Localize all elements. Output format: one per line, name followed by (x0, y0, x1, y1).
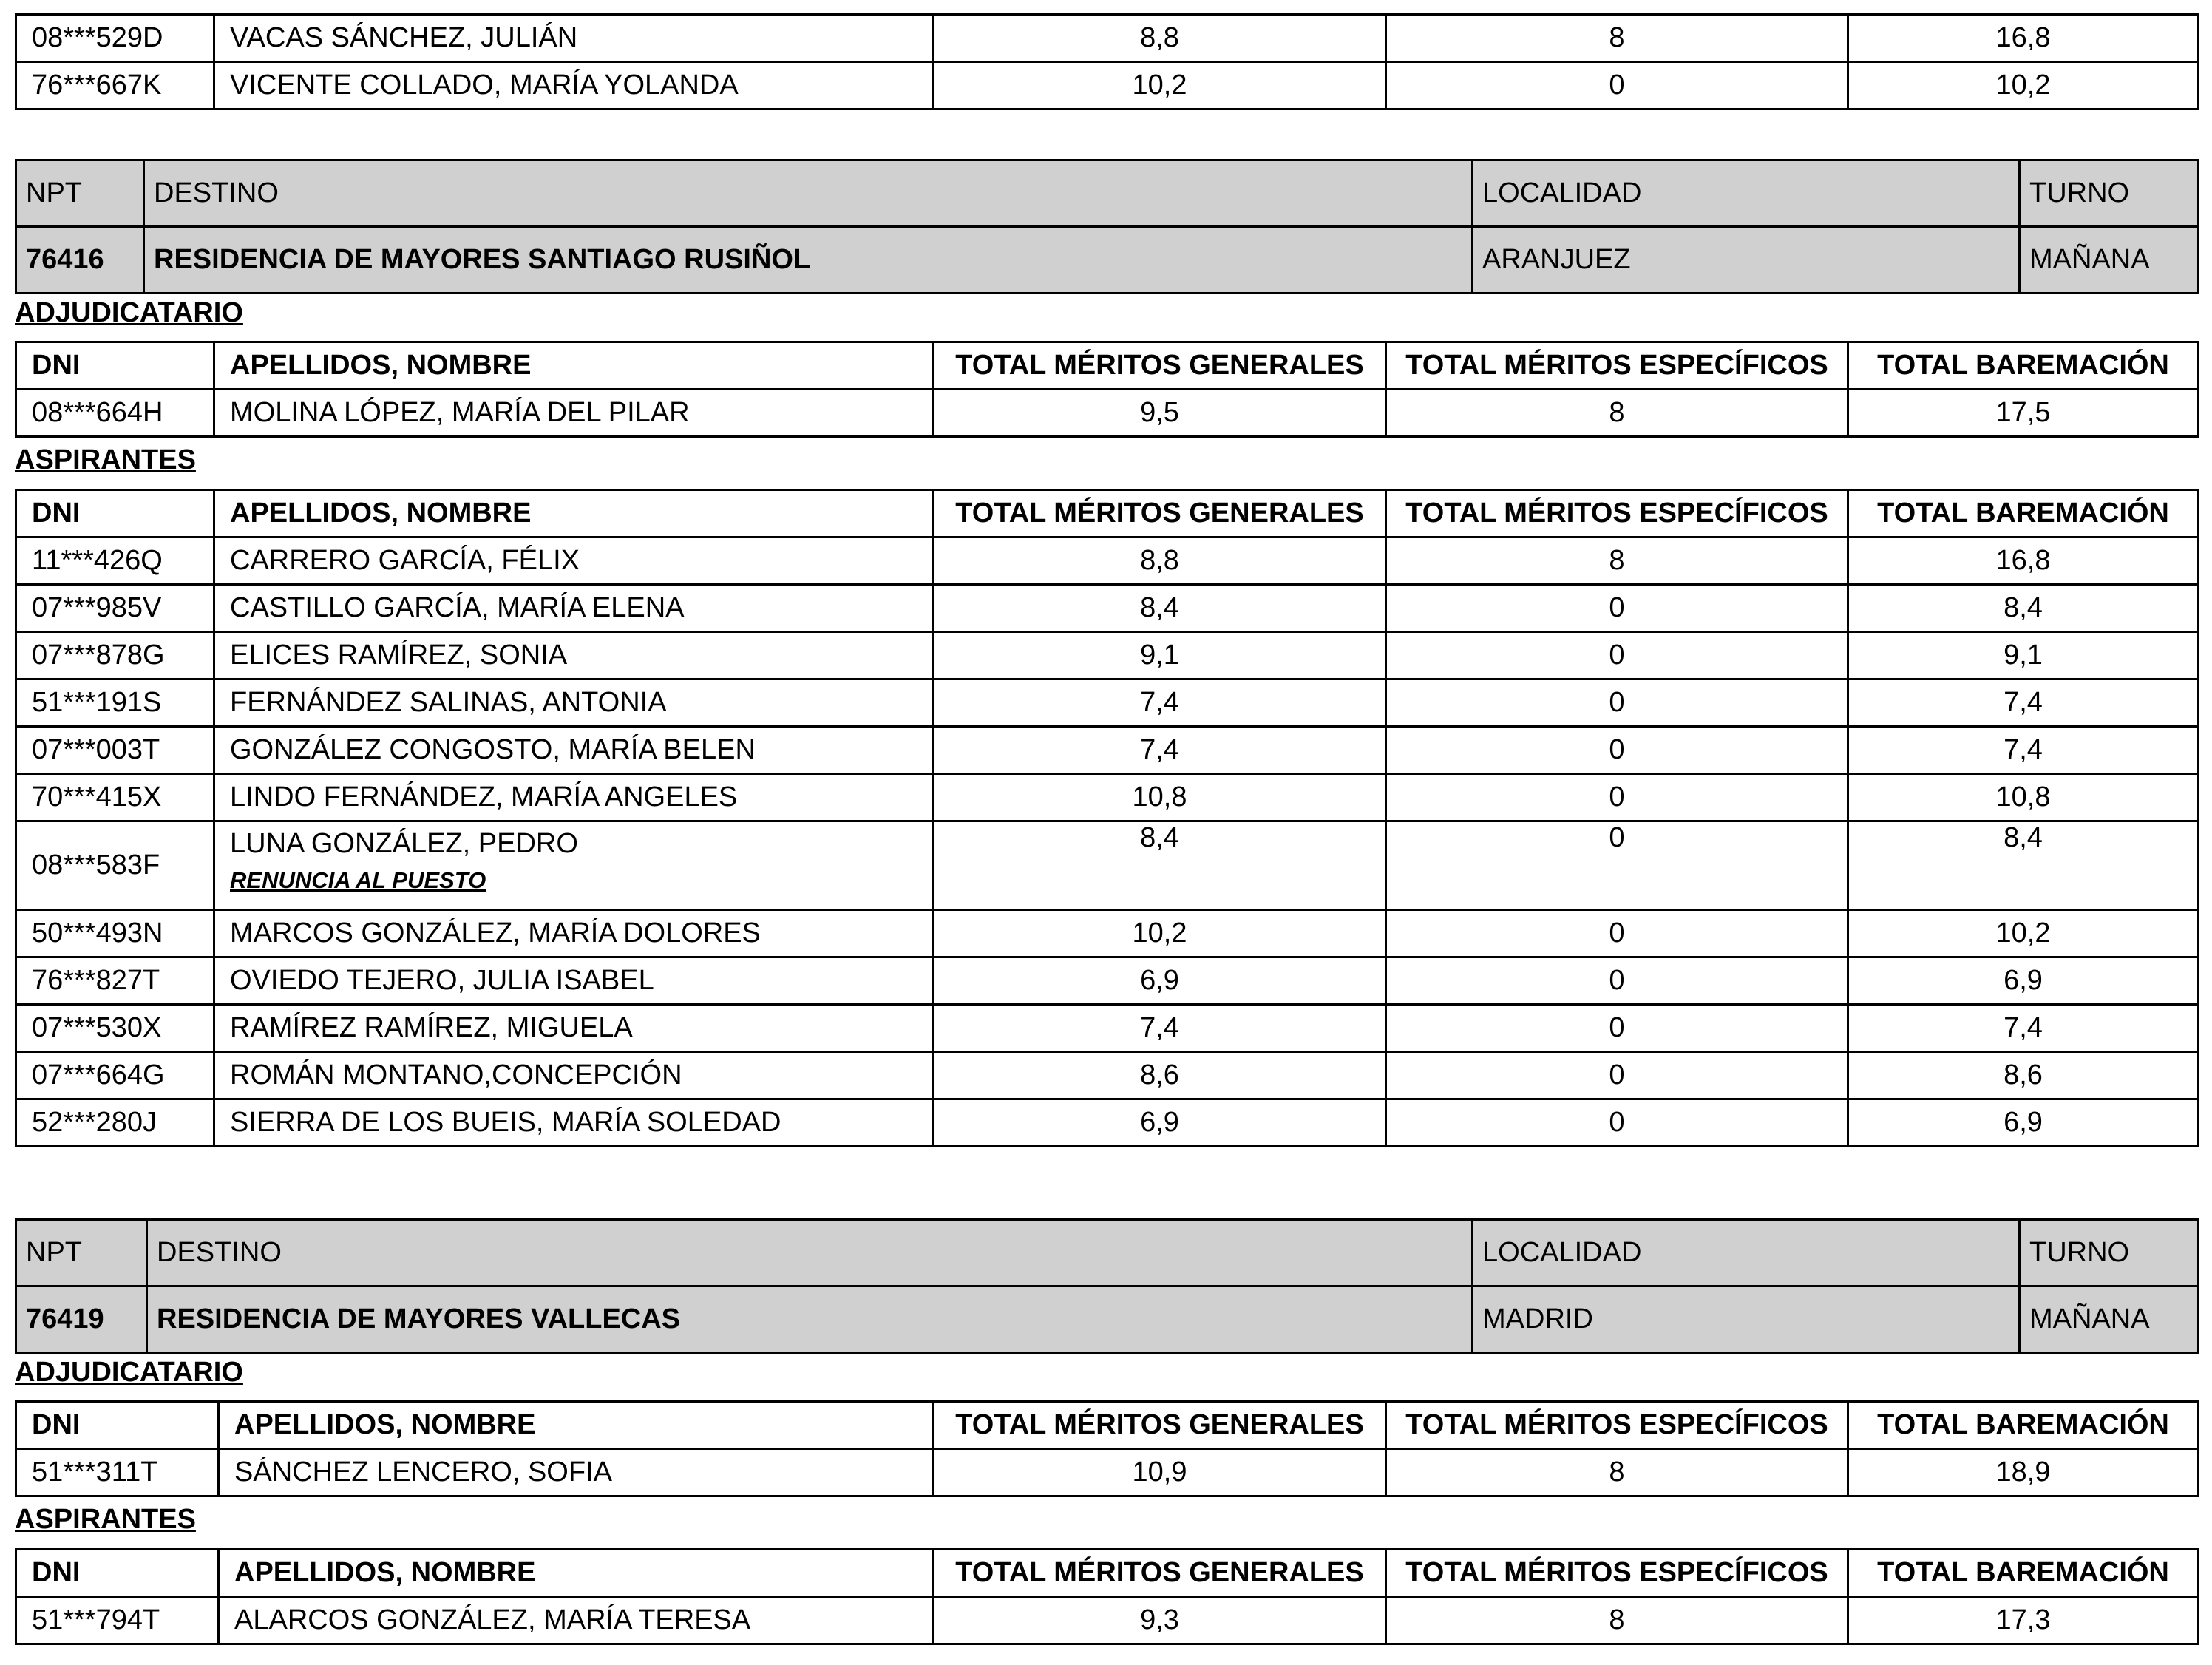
name-cell (214, 821, 934, 910)
dni-cell: 70***415X (16, 774, 214, 821)
name-cell: CASTILLO GARCÍA, MARÍA ELENA (214, 585, 934, 632)
generales-cell: 7,4 (934, 727, 1386, 774)
total-cell: 8,6 (1848, 1052, 2199, 1099)
renuncia-note: RENUNCIA AL PUESTO (230, 867, 486, 893)
total-cell: 8,4 (1848, 585, 2199, 632)
dni-cell: 07***664G (16, 1052, 214, 1099)
generales-cell: 9,5 (934, 390, 1386, 437)
total-cell: 9,1 (1848, 632, 2199, 679)
total-cell: 6,9 (1848, 1099, 2199, 1147)
dni-cell: 51***191S (16, 679, 214, 727)
destino-row (16, 1286, 2199, 1353)
localidad-value: MADRID (1473, 1286, 2020, 1353)
total-cell: 7,4 (1848, 1005, 2199, 1052)
especificos-cell: 0 (1386, 1005, 1848, 1052)
total-cell: 8,4 (1848, 821, 2199, 910)
table-row (16, 774, 2199, 821)
destino-header-row (16, 160, 2199, 227)
dni-cell: 07***878G (16, 632, 214, 679)
table-row (16, 390, 2199, 437)
total-cell: 10,8 (1848, 774, 2199, 821)
generales-cell: 10,8 (934, 774, 1386, 821)
turno-value: MAÑANA (2020, 227, 2199, 294)
especificos-cell: 8 (1386, 538, 1848, 585)
table-row (16, 585, 2199, 632)
generales-cell: 9,1 (934, 632, 1386, 679)
localidad-header: LOCALIDAD (1473, 160, 2020, 227)
adjudicatario-label: ADJUDICATARIO (15, 297, 243, 328)
table-row (16, 15, 2199, 62)
table-row (16, 1099, 2199, 1147)
total-cell: 16,8 (1848, 15, 2199, 62)
dni-cell: 51***794T (16, 1597, 219, 1644)
especificos-cell: 0 (1386, 821, 1848, 910)
column-header-row (16, 342, 2199, 390)
especificos-cell: 8 (1386, 1597, 1848, 1644)
dni-header: DNI (16, 1402, 219, 1449)
destino-table-76416 (15, 159, 2199, 294)
generales-header: TOTAL MÉRITOS GENERALES (934, 490, 1386, 538)
generales-cell: 8,4 (934, 821, 1386, 910)
generales-cell: 8,8 (934, 15, 1386, 62)
destino-header: DESTINO (147, 1220, 1473, 1286)
dni-cell: 08***664H (16, 390, 214, 437)
aspirantes-label: ASPIRANTES (15, 444, 196, 475)
table-row (16, 1597, 2199, 1644)
previous-aspirantes-table (15, 13, 2199, 110)
dni-cell: 07***530X (16, 1005, 214, 1052)
table-row (16, 1052, 2199, 1099)
especificos-cell: 0 (1386, 727, 1848, 774)
table-row (16, 957, 2199, 1005)
dni-cell: 08***529D (16, 15, 214, 62)
especificos-header: TOTAL MÉRITOS ESPECÍFICOS (1386, 342, 1848, 390)
total-cell: 17,3 (1848, 1597, 2199, 1644)
adjudicatario-table-76419 (15, 1400, 2199, 1497)
destino-table-76419 (15, 1218, 2199, 1354)
especificos-cell: 0 (1386, 910, 1848, 957)
table-row (16, 1005, 2199, 1052)
especificos-cell: 0 (1386, 957, 1848, 1005)
total-cell: 10,2 (1848, 62, 2199, 109)
especificos-header: TOTAL MÉRITOS ESPECÍFICOS (1386, 1550, 1848, 1597)
column-header-row (16, 490, 2199, 538)
generales-header: TOTAL MÉRITOS GENERALES (934, 342, 1386, 390)
npt-value: 76419 (16, 1286, 147, 1353)
dni-cell: 76***827T (16, 957, 214, 1005)
generales-cell: 10,2 (934, 910, 1386, 957)
generales-header: TOTAL MÉRITOS GENERALES (934, 1402, 1386, 1449)
name-cell: LINDO FERNÁNDEZ, MARÍA ANGELES (214, 774, 934, 821)
aspirantes-label: ASPIRANTES (15, 1504, 196, 1535)
baremacion-header: TOTAL BAREMACIÓN (1848, 1550, 2199, 1597)
table-row (16, 679, 2199, 727)
table-row (16, 727, 2199, 774)
total-cell: 7,4 (1848, 679, 2199, 727)
especificos-cell: 8 (1386, 15, 1848, 62)
total-cell: 18,9 (1848, 1449, 2199, 1496)
table-row (16, 538, 2199, 585)
aspirantes-table-76416 (15, 489, 2199, 1147)
especificos-cell: 8 (1386, 1449, 1848, 1496)
dni-cell: 08***583F (16, 821, 214, 910)
adjudicatario-table-76416 (15, 341, 2199, 438)
name-text: LUNA GONZÁLEZ, PEDRO (230, 828, 578, 859)
total-cell: 17,5 (1848, 390, 2199, 437)
especificos-cell: 0 (1386, 679, 1848, 727)
generales-cell: 6,9 (934, 1099, 1386, 1147)
especificos-cell: 8 (1386, 390, 1848, 437)
destino-header: DESTINO (144, 160, 1473, 227)
name-cell: ELICES RAMÍREZ, SONIA (214, 632, 934, 679)
turno-value: MAÑANA (2020, 1286, 2199, 1353)
generales-cell: 6,9 (934, 957, 1386, 1005)
dni-cell: 11***426Q (16, 538, 214, 585)
especificos-header: TOTAL MÉRITOS ESPECÍFICOS (1386, 1402, 1848, 1449)
dni-cell: 76***667K (16, 62, 214, 109)
name-header: APELLIDOS, NOMBRE (219, 1402, 934, 1449)
dni-cell: 51***311T (16, 1449, 219, 1496)
dni-cell: 07***985V (16, 585, 214, 632)
destino-value: RESIDENCIA DE MAYORES VALLECAS (147, 1286, 1473, 1353)
name-cell: GONZÁLEZ CONGOSTO, MARÍA BELEN (214, 727, 934, 774)
name-cell: SÁNCHEZ LENCERO, SOFIA (219, 1449, 934, 1496)
table-row (16, 632, 2199, 679)
especificos-cell: 0 (1386, 1099, 1848, 1147)
generales-cell: 8,6 (934, 1052, 1386, 1099)
especificos-header: TOTAL MÉRITOS ESPECÍFICOS (1386, 490, 1848, 538)
dni-cell: 07***003T (16, 727, 214, 774)
localidad-value: ARANJUEZ (1473, 227, 2020, 294)
aspirantes-table-76419 (15, 1548, 2199, 1645)
especificos-cell: 0 (1386, 585, 1848, 632)
column-header-row (16, 1550, 2199, 1597)
destino-value: RESIDENCIA DE MAYORES SANTIAGO RUSIÑOL (144, 227, 1473, 294)
name-cell: ROMÁN MONTANO,CONCEPCIÓN (214, 1052, 934, 1099)
baremacion-header: TOTAL BAREMACIÓN (1848, 342, 2199, 390)
generales-header: TOTAL MÉRITOS GENERALES (934, 1550, 1386, 1597)
dni-header: DNI (16, 490, 214, 538)
baremacion-header: TOTAL BAREMACIÓN (1848, 1402, 2199, 1449)
especificos-cell: 0 (1386, 62, 1848, 109)
destino-header-row (16, 1220, 2199, 1286)
turno-header: TURNO (2020, 1220, 2199, 1286)
npt-value: 76416 (16, 227, 144, 294)
name-cell: MARCOS GONZÁLEZ, MARÍA DOLORES (214, 910, 934, 957)
especificos-cell: 0 (1386, 774, 1848, 821)
baremacion-header: TOTAL BAREMACIÓN (1848, 490, 2199, 538)
npt-header: NPT (16, 1220, 147, 1286)
especificos-cell: 0 (1386, 632, 1848, 679)
localidad-header: LOCALIDAD (1473, 1220, 2020, 1286)
name-cell: ALARCOS GONZÁLEZ, MARÍA TERESA (219, 1597, 934, 1644)
total-cell: 10,2 (1848, 910, 2199, 957)
dni-cell: 52***280J (16, 1099, 214, 1147)
name-cell: RAMÍREZ RAMÍREZ, MIGUELA (214, 1005, 934, 1052)
generales-cell: 9,3 (934, 1597, 1386, 1644)
total-cell: 7,4 (1848, 727, 2199, 774)
name-cell: CARRERO GARCÍA, FÉLIX (214, 538, 934, 585)
name-cell: MOLINA LÓPEZ, MARÍA DEL PILAR (214, 390, 934, 437)
turno-header: TURNO (2020, 160, 2199, 227)
generales-cell: 8,4 (934, 585, 1386, 632)
dni-header: DNI (16, 342, 214, 390)
generales-cell: 7,4 (934, 1005, 1386, 1052)
column-header-row (16, 1402, 2199, 1449)
dni-cell: 50***493N (16, 910, 214, 957)
generales-cell: 10,9 (934, 1449, 1386, 1496)
npt-header: NPT (16, 160, 144, 227)
total-cell: 16,8 (1848, 538, 2199, 585)
total-cell: 6,9 (1848, 957, 2199, 1005)
table-row (16, 910, 2199, 957)
dni-header: DNI (16, 1550, 219, 1597)
table-row (16, 1449, 2199, 1496)
name-cell: VICENTE COLLADO, MARÍA YOLANDA (214, 62, 934, 109)
generales-cell: 7,4 (934, 679, 1386, 727)
name-cell: OVIEDO TEJERO, JULIA ISABEL (214, 957, 934, 1005)
name-header: APELLIDOS, NOMBRE (219, 1550, 934, 1597)
generales-cell: 8,8 (934, 538, 1386, 585)
name-header: APELLIDOS, NOMBRE (214, 342, 934, 390)
especificos-cell: 0 (1386, 1052, 1848, 1099)
name-cell: SIERRA DE LOS BUEIS, MARÍA SOLEDAD (214, 1099, 934, 1147)
table-row (16, 821, 2199, 910)
name-cell: FERNÁNDEZ SALINAS, ANTONIA (214, 679, 934, 727)
name-header: APELLIDOS, NOMBRE (214, 490, 934, 538)
adjudicatario-label: ADJUDICATARIO (15, 1357, 243, 1388)
name-cell: VACAS SÁNCHEZ, JULIÁN (214, 15, 934, 62)
destino-row (16, 227, 2199, 294)
generales-cell: 10,2 (934, 62, 1386, 109)
table-row (16, 62, 2199, 109)
